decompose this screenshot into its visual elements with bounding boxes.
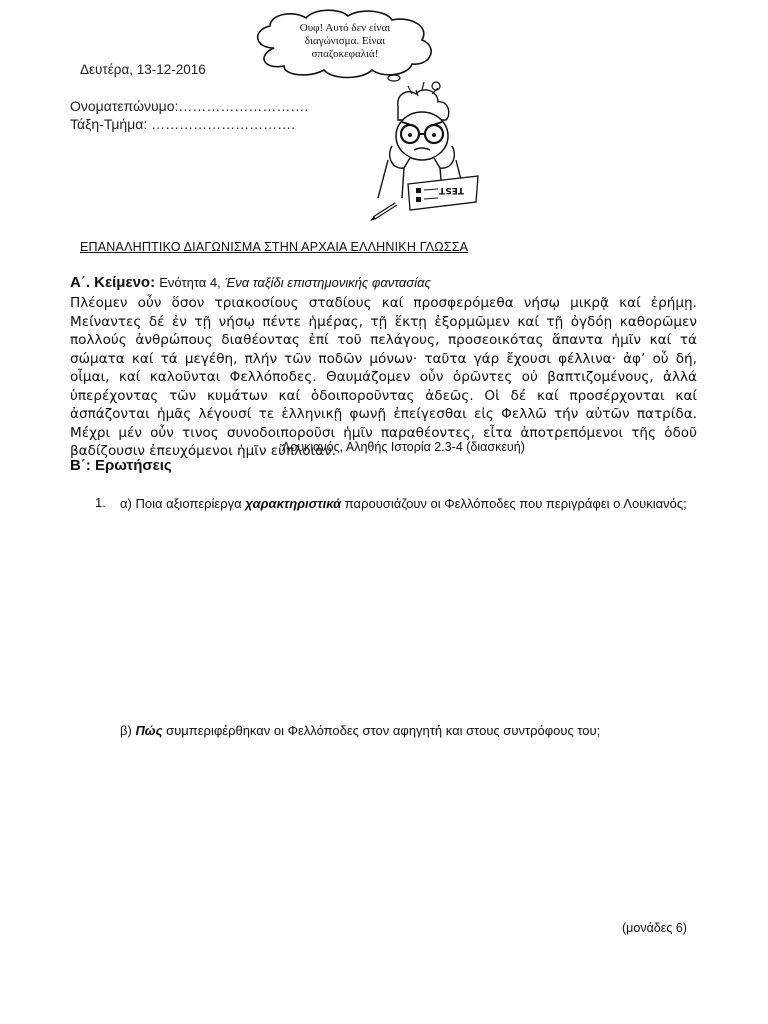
question-1-number: 1.: [95, 495, 106, 510]
question-1b: [120, 723, 600, 738]
student-name-field: Ονοματεπώνυμο:……………………….: [70, 98, 309, 114]
thought-line-2: διαγώνισμα. Είναι: [304, 35, 386, 47]
thought-line-1: Ουφ! Αυτό δεν είναι: [299, 22, 391, 34]
thought-bubble-text: [270, 22, 420, 61]
thought-line-3: σπαζοκεφαλιά!: [311, 48, 379, 60]
question-1a-prefix: α) Ποια αξιοπερίεργα: [120, 496, 242, 511]
question-1b-text: συμπεριφέρθηκαν οι Φελλόποδες στον αφηγητή και στους συντρόφους του;: [166, 723, 601, 738]
section-a-heading: Α΄. Κείμενο: Ενότητα 4, Ένα ταξίδι επιστημονικής φαντασίας: [70, 274, 431, 291]
test-sheet-label: TEST: [439, 185, 464, 195]
exam-title: ΕΠΑΝΑΛΗΠΤΙΚΟ ΔΙΑΓΩΝΙΣΜΑ ΣΤΗΝ ΑΡΧΑΙΑ ΕΛΛΗΝΙΚΗ ΓΛΩΣΣΑ: [80, 240, 469, 254]
class-section-field: Τάξη-Τμήμα: ………………………….: [70, 116, 296, 132]
question-1a-text: παρουσιάζουν οι Φελλόποδες που περιγράφει ο Λουκιανός;: [344, 496, 687, 511]
worried-student-illustration: [352, 80, 482, 222]
exam-date: Δευτέρα, 13-12-2016: [80, 62, 206, 77]
section-a-unit: Ενότητα 4,: [159, 275, 221, 290]
section-b-heading: Β΄: Ερωτήσεις: [70, 457, 172, 474]
passage-source: Λουκιανός, Αληθής Ιστορία 2.3-4 (διασκευή): [282, 440, 525, 454]
question-1b-emphasis: Πώς: [135, 723, 163, 738]
question-1b-prefix: β): [120, 723, 132, 738]
section-a-label: Α΄. Κείμενο: [70, 274, 151, 291]
ancient-greek-passage: Πλέομεν οὖν ὅσον τριακοσίους σταδίους καί προσφερόμεθα νήσῳ μικρᾷ καί ἐρήμῃ. Μείναντες δέ ἐν τῇ νήσῳ πέντε ἡμέρας, τῇ ἕκτῃ ἐξορμῶμεν καί τῇ ὀγδόῃ καθορῶμεν πολλούς ἀνθρώπους διαθέοντας ἐπί τοῦ πελάγους, προσεοικότας ἅπαντα ἡμῖν καί τά σώματα καί τά μεγέθη, πλήν τῶν ποδῶν μόνων· ταῦτα γάρ ἔχουσι φέλλινα· ἀφ’ οὗ δή, οἶμαι, καί καλοῦνται Φελλόποδες. Θαυμάζομεν οὖν ὁρῶντες οὐ βαπτιζομένους, ἀλλά ὑπερέχοντας τῶν κυμάτων καί ὁδοιποροῦντας ἀδεῶς. Οἱ δέ καί προσέρχονται καί ἀσπάζονται ἡμᾶς λέγουσί τε ἑλληνικῇ φωνῇ ἐπείγεσθαι εἰς Φελλῶ τήν αὐτῶν πατρίδα. Μέχρι μέν οὖν τινος συνοδοιποροῦσι ἡμῖν παραθέοντες, εἶτα ἀποτρεπόμενοι τῆς ὁδοῦ βαδίζουσιν ἐπευχόμενοι ἡμῖν εὔπλοιαν.: [70, 295, 697, 459]
question-1a-emphasis: χαρακτηριστικά: [245, 496, 342, 511]
question-1a: [120, 495, 697, 513]
section-a-unit-title: Ένα ταξίδι επιστημονικής φαντασίας: [224, 275, 431, 290]
points-label: (μονάδες 6): [622, 921, 687, 935]
